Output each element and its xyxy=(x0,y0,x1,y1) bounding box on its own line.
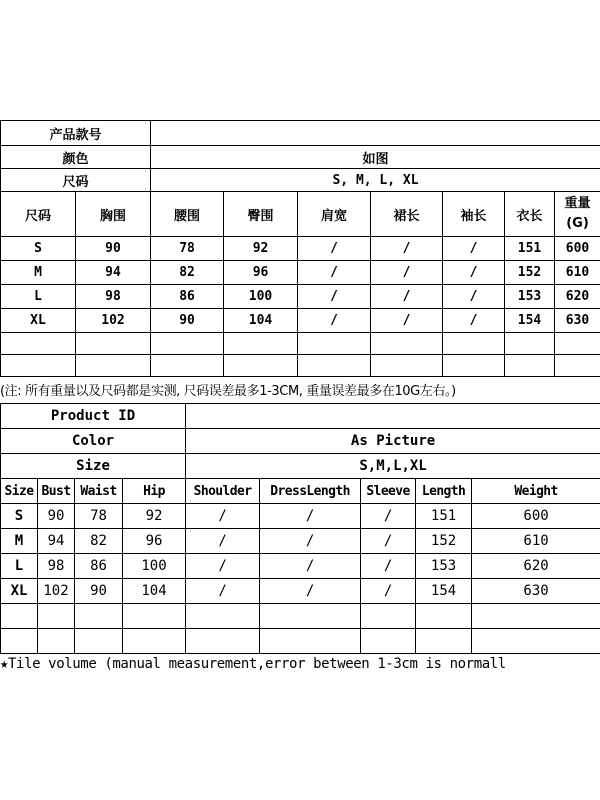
table-cell: / xyxy=(361,504,416,529)
table-cell: XL xyxy=(1,309,76,333)
empty-cell xyxy=(151,355,224,377)
header-cell: Sleeve xyxy=(361,479,416,504)
table-cell: 151 xyxy=(416,504,472,529)
header-cell: 衣长 xyxy=(505,192,555,237)
table-cell: / xyxy=(371,309,443,333)
table-cell: 86 xyxy=(75,554,123,579)
table-cell: 610 xyxy=(555,261,600,285)
product-id-row xyxy=(1,404,600,429)
empty-row xyxy=(1,355,600,377)
empty-row xyxy=(1,604,600,629)
table-cell: / xyxy=(371,285,443,309)
table-cell: 94 xyxy=(76,261,151,285)
table-cell: 82 xyxy=(151,261,224,285)
table-cell: 102 xyxy=(76,309,151,333)
table-row xyxy=(1,261,600,285)
table-row xyxy=(1,579,600,604)
product-id-value xyxy=(186,404,600,429)
empty-cell xyxy=(298,333,371,355)
empty-cell xyxy=(371,355,443,377)
table-cell: / xyxy=(443,261,505,285)
empty-cell xyxy=(555,333,600,355)
table-cell: 153 xyxy=(505,285,555,309)
table-cell: 100 xyxy=(224,285,298,309)
empty-cell xyxy=(151,333,224,355)
table-cell: / xyxy=(298,261,371,285)
header-cell: Hip xyxy=(123,479,186,504)
table-cell: / xyxy=(186,579,260,604)
table-cell: 96 xyxy=(123,529,186,554)
table-cell: 78 xyxy=(151,237,224,261)
header-cell: Shoulder xyxy=(186,479,260,504)
size-value: S, M, L, XL xyxy=(151,169,600,192)
table-cell: / xyxy=(186,554,260,579)
empty-cell xyxy=(224,355,298,377)
table-cell: 620 xyxy=(555,285,600,309)
empty-cell xyxy=(76,355,151,377)
table-cell: S xyxy=(1,504,38,529)
size-label: 尺码 xyxy=(1,169,151,192)
empty-cell xyxy=(123,604,186,629)
size-chart-chinese xyxy=(0,120,600,377)
table-row xyxy=(1,309,600,333)
table-cell: 102 xyxy=(38,579,75,604)
table-cell: 600 xyxy=(472,504,600,529)
table-cell: 96 xyxy=(224,261,298,285)
color-value: 如图 xyxy=(151,146,600,169)
empty-cell xyxy=(416,629,472,654)
header-cell: 裙长 xyxy=(371,192,443,237)
empty-cell xyxy=(1,629,38,654)
table-cell: / xyxy=(260,554,361,579)
table-cell: M xyxy=(1,261,76,285)
table-cell: 152 xyxy=(416,529,472,554)
empty-cell xyxy=(505,355,555,377)
table-cell: 90 xyxy=(38,504,75,529)
empty-cell xyxy=(186,629,260,654)
empty-cell xyxy=(76,333,151,355)
table-cell: 151 xyxy=(505,237,555,261)
header-cell: Size xyxy=(1,479,38,504)
color-value: As Picture xyxy=(186,429,600,454)
table-cell: 630 xyxy=(555,309,600,333)
size-label: Size xyxy=(1,454,186,479)
table-cell: 90 xyxy=(151,309,224,333)
table-cell: / xyxy=(443,237,505,261)
table-cell: 94 xyxy=(38,529,75,554)
header-cell: 肩宽 xyxy=(298,192,371,237)
table-cell: / xyxy=(298,285,371,309)
empty-cell xyxy=(38,629,75,654)
table-cell: 152 xyxy=(505,261,555,285)
table-cell: 98 xyxy=(76,285,151,309)
table-cell: / xyxy=(298,309,371,333)
empty-cell xyxy=(298,355,371,377)
product-id-row xyxy=(1,121,600,146)
table-cell: / xyxy=(260,529,361,554)
english-measurement-note: ★Tile volume (manual measurement,error between 1-3cm is normall xyxy=(0,656,506,672)
table-cell: / xyxy=(371,261,443,285)
table-cell: 104 xyxy=(123,579,186,604)
table-cell: / xyxy=(443,309,505,333)
header-cell: 臀围 xyxy=(224,192,298,237)
header-cell: Weight xyxy=(472,479,600,504)
table-cell: 100 xyxy=(123,554,186,579)
size-row xyxy=(1,169,600,192)
header-cell: 重量 (G) xyxy=(555,192,600,237)
empty-cell xyxy=(416,604,472,629)
header-row xyxy=(1,479,600,504)
table-cell: M xyxy=(1,529,38,554)
size-value: S,M,L,XL xyxy=(186,454,600,479)
empty-cell xyxy=(260,604,361,629)
table-cell: 90 xyxy=(75,579,123,604)
header-cell: 腰围 xyxy=(151,192,224,237)
empty-row xyxy=(1,333,600,355)
header-cell: 尺码 xyxy=(1,192,76,237)
table-cell: / xyxy=(361,554,416,579)
empty-cell xyxy=(75,604,123,629)
table-cell: S xyxy=(1,237,76,261)
product-id-label: Product ID xyxy=(1,404,186,429)
empty-cell xyxy=(472,629,600,654)
empty-cell xyxy=(443,355,505,377)
table-cell: 92 xyxy=(224,237,298,261)
table-cell: / xyxy=(186,504,260,529)
chinese-measurement-note: (注: 所有重量以及尺码都是实测, 尺码误差最多1-3CM, 重量误差最多在10G左右。) xyxy=(0,384,456,399)
table-cell: / xyxy=(260,579,361,604)
table-row xyxy=(1,504,600,529)
table-cell: L xyxy=(1,285,76,309)
table-cell: XL xyxy=(1,579,38,604)
color-label: 颜色 xyxy=(1,146,151,169)
product-id-label: 产品款号 xyxy=(1,121,151,146)
empty-cell xyxy=(38,604,75,629)
table-row xyxy=(1,237,600,261)
table-cell: 82 xyxy=(75,529,123,554)
table-row xyxy=(1,554,600,579)
table-cell: 90 xyxy=(76,237,151,261)
table-cell: 600 xyxy=(555,237,600,261)
table-cell: 98 xyxy=(38,554,75,579)
table-cell: / xyxy=(371,237,443,261)
empty-cell xyxy=(371,333,443,355)
table-cell: / xyxy=(443,285,505,309)
table-cell: 154 xyxy=(505,309,555,333)
table-cell: 154 xyxy=(416,579,472,604)
table-row xyxy=(1,529,600,554)
empty-cell xyxy=(1,355,76,377)
size-chart-english xyxy=(0,403,600,654)
table-cell: 92 xyxy=(123,504,186,529)
empty-cell xyxy=(123,629,186,654)
size-row xyxy=(1,454,600,479)
color-label: Color xyxy=(1,429,186,454)
empty-cell xyxy=(1,604,38,629)
empty-cell xyxy=(260,629,361,654)
table-cell: / xyxy=(298,237,371,261)
header-cell: Waist xyxy=(75,479,123,504)
table-cell: / xyxy=(361,529,416,554)
empty-cell xyxy=(186,604,260,629)
empty-cell xyxy=(361,629,416,654)
product-id-value xyxy=(151,121,600,146)
table-cell: / xyxy=(260,504,361,529)
table-cell: 78 xyxy=(75,504,123,529)
header-row xyxy=(1,192,600,237)
empty-cell xyxy=(443,333,505,355)
empty-cell xyxy=(555,355,600,377)
empty-cell xyxy=(1,333,76,355)
color-row xyxy=(1,429,600,454)
table-cell: / xyxy=(361,579,416,604)
table-cell: L xyxy=(1,554,38,579)
header-cell: 袖长 xyxy=(443,192,505,237)
header-cell: 胸围 xyxy=(76,192,151,237)
color-row xyxy=(1,146,600,169)
header-cell: DressLength xyxy=(260,479,361,504)
empty-cell xyxy=(224,333,298,355)
empty-row xyxy=(1,629,600,654)
header-cell: Length xyxy=(416,479,472,504)
table-cell: 86 xyxy=(151,285,224,309)
table-cell: / xyxy=(186,529,260,554)
empty-cell xyxy=(361,604,416,629)
table-cell: 630 xyxy=(472,579,600,604)
table-cell: 610 xyxy=(472,529,600,554)
table-row xyxy=(1,285,600,309)
empty-cell xyxy=(505,333,555,355)
table-cell: 104 xyxy=(224,309,298,333)
empty-cell xyxy=(472,604,600,629)
empty-cell xyxy=(75,629,123,654)
table-cell: 620 xyxy=(472,554,600,579)
header-cell: Bust xyxy=(38,479,75,504)
table-cell: 153 xyxy=(416,554,472,579)
